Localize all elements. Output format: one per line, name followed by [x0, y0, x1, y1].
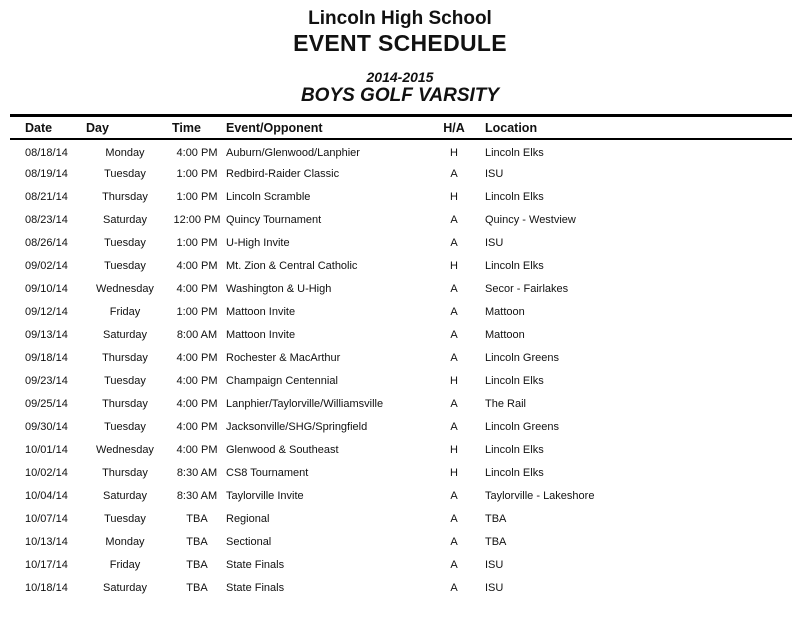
location-cell: Secor - Fairlakes [485, 282, 569, 295]
event-cell: Jacksonville/SHG/Springfield [226, 420, 368, 433]
day-cell: Thursday [102, 190, 148, 203]
location-cell: Mattoon [485, 305, 525, 318]
location-cell: Lincoln Elks [485, 147, 544, 160]
date-cell: 08/21/14 [25, 190, 68, 203]
column-header-day: Day [86, 121, 109, 136]
location-cell: Lincoln Greens [485, 351, 559, 364]
date-cell: 10/04/14 [25, 489, 68, 502]
time-cell: TBA [186, 558, 208, 571]
event-cell: Regional [226, 512, 270, 525]
day-cell: Friday [109, 558, 141, 571]
time-cell: TBA [186, 581, 208, 594]
home-away-cell: A [450, 512, 458, 525]
day-cell: Friday [109, 305, 141, 318]
date-cell: 08/18/14 [25, 147, 68, 160]
home-away-cell: H [450, 466, 458, 479]
day-cell: Saturday [102, 328, 148, 341]
event-cell: Champaign Centennial [226, 374, 338, 387]
table-row [10, 507, 792, 530]
event-cell: Taylorville Invite [226, 489, 304, 502]
location-cell: Lincoln Elks [485, 259, 544, 272]
table-row [10, 231, 792, 254]
event-cell: Mattoon Invite [226, 328, 296, 341]
home-away-cell: A [450, 213, 458, 226]
time-cell: 1:00 PM [176, 167, 218, 180]
date-cell: 10/17/14 [25, 558, 68, 571]
date-cell: 09/10/14 [25, 282, 68, 295]
event-cell: Glenwood & Southeast [226, 443, 339, 456]
location-cell: ISU [485, 167, 504, 180]
table-row [10, 484, 792, 507]
table-header-row [10, 116, 792, 140]
date-cell: 09/30/14 [25, 420, 68, 433]
column-header-event: Event/Opponent [226, 121, 323, 136]
event-cell: Washington & U-High [226, 282, 332, 295]
date-cell: 10/01/14 [25, 443, 68, 456]
day-cell: Tuesday [104, 259, 146, 272]
date-cell: 09/02/14 [25, 259, 68, 272]
time-cell: 4:00 PM [176, 374, 218, 387]
school-name: Lincoln High School [308, 8, 492, 29]
time-cell: 1:00 PM [176, 190, 218, 203]
event-cell: Auburn/Glenwood/Lanphier [226, 147, 360, 160]
table-row [10, 461, 792, 484]
event-cell: State Finals [226, 558, 285, 571]
time-cell: 4:00 PM [176, 443, 218, 456]
home-away-cell: H [450, 147, 458, 160]
table-row [10, 323, 792, 346]
event-cell: CS8 Tournament [226, 466, 309, 479]
home-away-cell: H [450, 190, 458, 203]
location-cell: The Rail [485, 397, 526, 410]
time-cell: 4:00 PM [176, 351, 218, 364]
table-row [10, 392, 792, 415]
home-away-cell: A [450, 420, 458, 433]
table-row [10, 415, 792, 438]
column-header-date: Date [25, 121, 53, 136]
table-row [10, 208, 792, 231]
home-away-cell: H [450, 374, 458, 387]
table-row [10, 346, 792, 369]
home-away-cell: A [450, 305, 458, 318]
time-cell: 8:30 AM [176, 466, 218, 479]
date-cell: 09/23/14 [25, 374, 68, 387]
day-cell: Thursday [102, 351, 148, 364]
date-cell: 08/19/14 [25, 167, 68, 180]
location-cell: TBA [485, 512, 507, 525]
date-cell: 09/18/14 [25, 351, 68, 364]
day-cell: Tuesday [104, 167, 146, 180]
time-cell: TBA [186, 512, 208, 525]
day-cell: Wednesday [96, 443, 154, 456]
day-cell: Tuesday [104, 420, 146, 433]
date-cell: 10/13/14 [25, 535, 68, 548]
home-away-cell: H [450, 443, 458, 456]
home-away-cell: A [450, 167, 458, 180]
day-cell: Saturday [102, 581, 148, 594]
location-cell: Lincoln Greens [485, 420, 559, 433]
location-cell: Taylorville - Lakeshore [485, 489, 595, 502]
day-cell: Saturday [102, 213, 148, 226]
event-cell: Lincoln Scramble [226, 190, 311, 203]
home-away-cell: A [450, 558, 458, 571]
time-cell: 4:00 PM [176, 147, 218, 160]
day-cell: Thursday [102, 397, 148, 410]
day-cell: Monday [105, 535, 145, 548]
event-cell: Quincy Tournament [226, 213, 322, 226]
table-row [10, 576, 792, 599]
table-row [10, 277, 792, 300]
time-cell: 8:00 AM [176, 328, 218, 341]
home-away-cell: A [450, 282, 458, 295]
column-header-home-away: H/A [443, 121, 465, 136]
table-row [10, 553, 792, 576]
event-cell: Redbird-Raider Classic [226, 167, 340, 180]
date-cell: 08/26/14 [25, 236, 68, 249]
day-cell: Monday [105, 147, 145, 160]
time-cell: 4:00 PM [176, 397, 218, 410]
home-away-cell: H [450, 259, 458, 272]
location-cell: Lincoln Elks [485, 374, 544, 387]
home-away-cell: A [450, 328, 458, 341]
day-cell: Saturday [102, 489, 148, 502]
home-away-cell: A [450, 581, 458, 594]
time-cell: TBA [186, 535, 208, 548]
table-row [10, 254, 792, 277]
event-cell: Rochester & MacArthur [226, 351, 341, 364]
table-row [10, 300, 792, 323]
time-cell: 4:00 PM [176, 420, 218, 433]
table-row [10, 369, 792, 392]
location-cell: Mattoon [485, 328, 525, 341]
event-cell: U-High Invite [226, 236, 290, 249]
date-cell: 09/13/14 [25, 328, 68, 341]
location-cell: ISU [485, 236, 504, 249]
home-away-cell: A [450, 351, 458, 364]
time-cell: 1:00 PM [176, 305, 218, 318]
table-row [10, 162, 792, 185]
location-cell: ISU [485, 558, 504, 571]
event-cell: Mattoon Invite [226, 305, 296, 318]
season-label: 2014-2015 [366, 69, 434, 86]
day-cell: Thursday [102, 466, 148, 479]
location-cell: Lincoln Elks [485, 466, 544, 479]
table-row [10, 438, 792, 461]
event-cell: Sectional [226, 535, 272, 548]
event-cell: State Finals [226, 581, 285, 594]
home-away-cell: A [450, 236, 458, 249]
date-cell: 10/18/14 [25, 581, 68, 594]
table-row [10, 530, 792, 553]
day-cell: Tuesday [104, 374, 146, 387]
date-cell: 10/02/14 [25, 466, 68, 479]
home-away-cell: A [450, 489, 458, 502]
home-away-cell: A [450, 397, 458, 410]
location-cell: ISU [485, 581, 504, 594]
day-cell: Tuesday [104, 512, 146, 525]
table-row [10, 185, 792, 208]
day-cell: Tuesday [104, 236, 146, 249]
time-cell: 12:00 PM [173, 213, 221, 226]
page-title: EVENT SCHEDULE [293, 29, 507, 56]
event-cell: Mt. Zion & Central Catholic [226, 259, 358, 272]
column-header-location: Location [485, 121, 538, 136]
team-name: BOYS GOLF VARSITY [300, 85, 500, 107]
time-cell: 8:30 AM [176, 489, 218, 502]
location-cell: Quincy - Westview [485, 213, 576, 226]
time-cell: 4:00 PM [176, 259, 218, 272]
column-header-time: Time [172, 121, 201, 136]
schedule-table [10, 114, 792, 599]
date-cell: 09/25/14 [25, 397, 68, 410]
location-cell: TBA [485, 535, 507, 548]
document-header [0, 8, 800, 107]
day-cell: Wednesday [96, 282, 154, 295]
date-cell: 09/12/14 [25, 305, 68, 318]
time-cell: 1:00 PM [176, 236, 218, 249]
time-cell: 4:00 PM [176, 282, 218, 295]
date-cell: 08/23/14 [25, 213, 68, 226]
date-cell: 10/07/14 [25, 512, 68, 525]
location-cell: Lincoln Elks [485, 190, 544, 203]
event-cell: Lanphier/Taylorville/Williamsville [226, 397, 384, 410]
schedule-table-body [10, 139, 792, 599]
home-away-cell: A [450, 535, 458, 548]
table-row [10, 139, 792, 162]
location-cell: Lincoln Elks [485, 443, 544, 456]
